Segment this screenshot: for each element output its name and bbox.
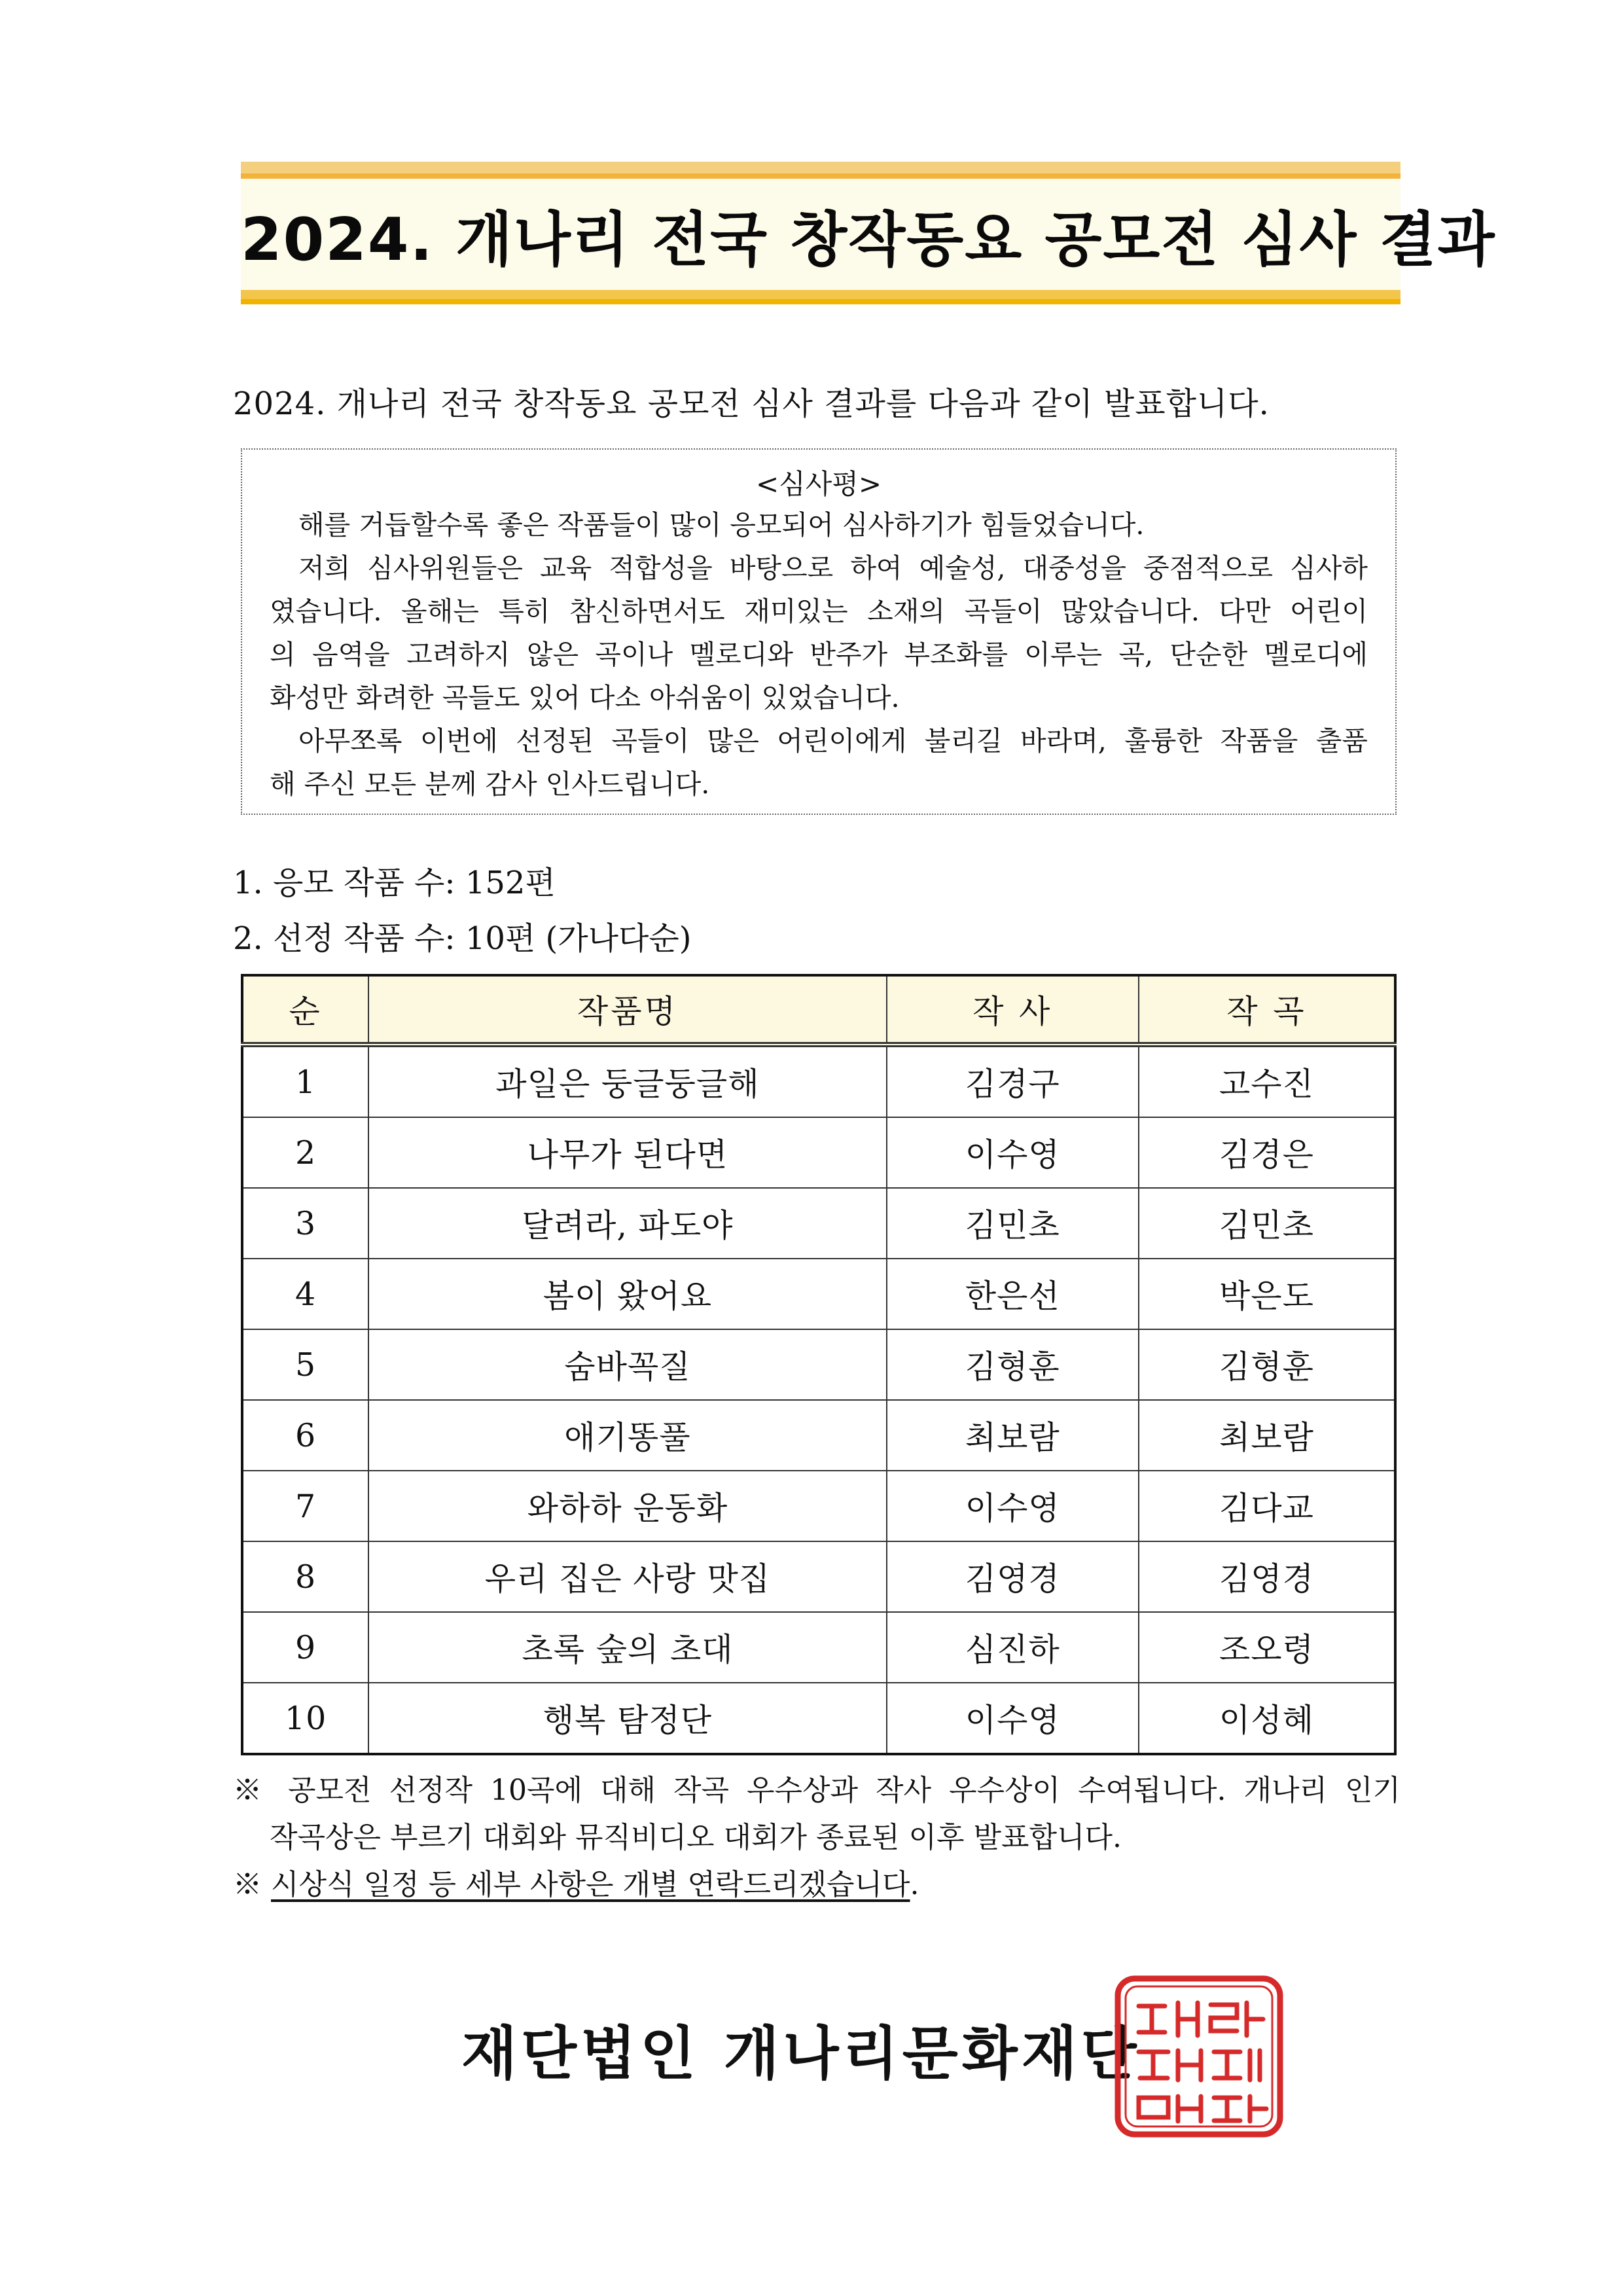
cell-no: 9 (242, 1612, 368, 1683)
banner-top-stripe (241, 162, 1400, 173)
cell-lyricist: 김경구 (887, 1045, 1139, 1117)
cell-no: 4 (242, 1259, 368, 1329)
cell-title: 과일은 둥글둥글해 (368, 1045, 886, 1117)
cell-composer: 최보람 (1139, 1400, 1395, 1471)
table-body (242, 1045, 1395, 1754)
cell-lyricist: 최보람 (887, 1400, 1139, 1471)
results-table (241, 974, 1397, 1755)
cell-no: 8 (242, 1541, 368, 1612)
note-2-text: 시상식 일정 등 세부 사항은 개별 연락드리겠습니다 (271, 1868, 910, 1901)
table-row (242, 1188, 1395, 1259)
cell-lyricist: 이수영 (887, 1471, 1139, 1541)
review-line: 의 음역을 고려하지 않은 곡이나 멜로디와 반주가 부조화를 이루는 곡, 단순한 멜로디에 (270, 639, 1368, 670)
note-mark: ※ (233, 1868, 262, 1901)
note-mark: ※ (233, 1774, 271, 1807)
cell-title: 달려라, 파도야 (368, 1188, 886, 1259)
review-heading: <심사평> (755, 468, 882, 500)
table-row (242, 1471, 1395, 1541)
cell-composer: 고수진 (1139, 1045, 1395, 1117)
cell-title: 봄이 왔어요 (368, 1259, 886, 1329)
header-no: 순 (242, 975, 368, 1045)
table-row (242, 1329, 1395, 1400)
cell-no: 1 (242, 1045, 368, 1117)
banner-bottom-stripe (241, 290, 1400, 299)
note-1 (233, 1767, 1400, 1814)
cell-composer: 이성혜 (1139, 1683, 1395, 1754)
review-line: 해 주신 모든 분께 감사 인사드립니다. (270, 768, 710, 800)
cell-lyricist: 심진하 (887, 1612, 1139, 1683)
foundation-name: 재단법인 개나리문화재단 (461, 2020, 1141, 2087)
review-line: 였습니다. 올해는 특히 참신하면서도 재미있는 소재의 곡들이 많았습니다. 다만 어린이 (270, 596, 1368, 627)
cell-no: 2 (242, 1117, 368, 1188)
cell-lyricist: 한은선 (887, 1259, 1139, 1329)
banner-bottom-stripe-2 (241, 299, 1400, 304)
cell-no: 5 (242, 1329, 368, 1400)
cell-title: 애기똥풀 (368, 1400, 886, 1471)
cell-composer: 김민초 (1139, 1188, 1395, 1259)
cell-composer: 조오령 (1139, 1612, 1395, 1683)
review-line: 해를 거듭할수록 좋은 작품들이 많이 응모되어 심사하기가 힘들었습니다. (298, 509, 1145, 541)
title-banner (241, 162, 1496, 304)
header-composer: 작 곡 (1139, 975, 1395, 1045)
selected-count: 2. 선정 작품 수: 10편 (가나다순) (233, 920, 692, 957)
table-row (242, 1259, 1395, 1329)
cell-no: 3 (242, 1188, 368, 1259)
cell-composer: 김경은 (1139, 1117, 1395, 1188)
cell-lyricist: 이수영 (887, 1117, 1139, 1188)
table-row (242, 1400, 1395, 1471)
cell-title: 행복 탐정단 (368, 1683, 886, 1754)
cell-title: 우리 집은 사랑 맛집 (368, 1541, 886, 1612)
note-1-continued: 작곡상은 부르기 대회와 뮤직비디오 대회가 종료된 이후 발표합니다. (270, 1821, 1122, 1854)
cell-composer: 김영경 (1139, 1541, 1395, 1612)
intro-text: 2024. 개나리 전국 창작동요 공모전 심사 결과를 다음과 같이 발표합니다. (233, 386, 1270, 422)
table-row (242, 1612, 1395, 1683)
cell-lyricist: 김민초 (887, 1188, 1139, 1259)
header-lyricist: 작 사 (887, 975, 1139, 1045)
table-row (242, 1541, 1395, 1612)
cell-no: 6 (242, 1400, 368, 1471)
cell-composer: 박은도 (1139, 1259, 1395, 1329)
header-title: 작품명 (368, 975, 886, 1045)
note-1-text: 공모전 선정작 10곡에 대해 작곡 우수상과 작사 우수상이 수여됩니다. 개나리 인기 (288, 1774, 1401, 1807)
cell-composer: 김형훈 (1139, 1329, 1395, 1400)
note-2-period: . (910, 1868, 919, 1901)
table-row (242, 1683, 1395, 1754)
cell-title: 나무가 된다면 (368, 1117, 886, 1188)
banner-top-stripe-2 (241, 173, 1400, 179)
review-box (241, 448, 1397, 815)
cell-no: 10 (242, 1683, 368, 1754)
notes (233, 1767, 1400, 1909)
cell-lyricist: 이수영 (887, 1683, 1139, 1754)
review-line: 저희 심사위원들은 교육 적합성을 바탕으로 하여 예술성, 대중성을 중점적으로 심사하 (298, 552, 1368, 584)
table-row (242, 1117, 1395, 1188)
cell-composer: 김다교 (1139, 1471, 1395, 1541)
cell-title: 와하하 운동화 (368, 1471, 886, 1541)
note-2 (233, 1861, 1400, 1909)
cell-lyricist: 김형훈 (887, 1329, 1139, 1400)
table-row (242, 1045, 1395, 1117)
cell-no: 7 (242, 1471, 368, 1541)
results-table-wrap (241, 974, 1397, 1755)
cell-lyricist: 김영경 (887, 1541, 1139, 1612)
table-header-row (242, 975, 1395, 1045)
review-line: 화성만 화려한 곡들도 있어 다소 아쉬움이 있었습니다. (270, 682, 900, 713)
review-line: 아무쪼록 이번에 선정된 곡들이 많은 어린이에게 불리길 바라며, 훌륭한 작품을 출품 (298, 725, 1368, 757)
cell-title: 숨바꼭질 (368, 1329, 886, 1400)
submitted-count: 1. 응모 작품 수: 152편 (233, 865, 556, 901)
cell-title: 초록 숲의 초대 (368, 1612, 886, 1683)
document-title: 2024. 개나리 전국 창작동요 공모전 심사 결과 (241, 206, 1496, 274)
official-seal-icon (1113, 1973, 1285, 2140)
